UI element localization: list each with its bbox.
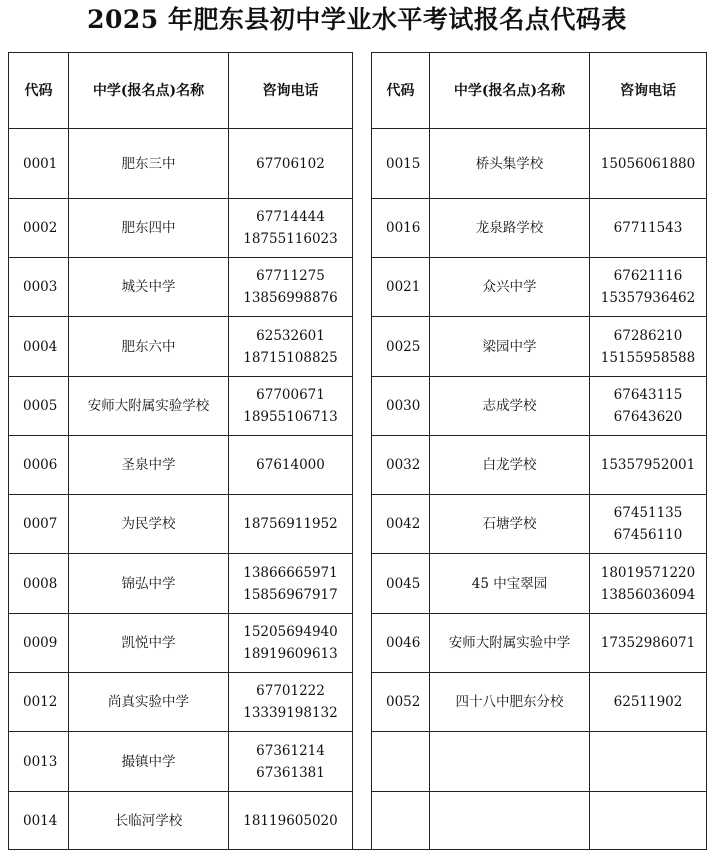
phone-number: 18119605020: [243, 812, 338, 829]
cell-school-name: 龙泉路学校: [430, 199, 590, 258]
cell-school-name: 锦弘中学: [69, 554, 229, 614]
cell-school-name: 凯悦中学: [69, 614, 229, 673]
cell-phone: [590, 436, 707, 495]
phone-number: 13856998876: [243, 290, 338, 306]
table-row: [372, 377, 707, 436]
phone-number: 67706102: [256, 155, 325, 172]
table-row: [372, 732, 707, 792]
left-code-table: [8, 52, 353, 850]
cell-code: 0021: [372, 258, 430, 317]
cell-school-name: 为民学校: [69, 495, 229, 554]
table-row: [372, 199, 707, 258]
right-code-table: [371, 52, 707, 850]
cell-phone: [590, 129, 707, 199]
table-row: [9, 673, 353, 732]
cell-phone: [229, 732, 353, 792]
table-row: [9, 436, 353, 495]
table-row: [372, 673, 707, 732]
cell-code: 0004: [9, 317, 69, 377]
header-name: 中学(报名点)名称: [430, 53, 590, 129]
cell-code: 0025: [372, 317, 430, 377]
phone-number: 17352986071: [600, 635, 696, 651]
cell-code: [372, 732, 430, 792]
table-row: [372, 792, 707, 850]
table-row: [372, 436, 707, 495]
cell-code: 0001: [9, 129, 69, 199]
cell-code: 0003: [9, 258, 69, 317]
table-row: [9, 199, 353, 258]
cell-phone: [229, 792, 353, 850]
table-row: [9, 614, 353, 673]
phone-number: 67361381: [256, 764, 325, 781]
header-row: [9, 53, 353, 129]
phone-number: 15205694940: [243, 624, 338, 640]
table-row: [372, 258, 707, 317]
table-row: [9, 258, 353, 317]
phone-number: 62511902: [613, 694, 683, 710]
cell-school-name: 肥东三中: [69, 129, 229, 199]
cell-school-name: 圣泉中学: [69, 436, 229, 495]
phone-number: 15155958588: [600, 349, 696, 366]
cell-school-name: 撮镇中学: [69, 732, 229, 792]
cell-phone: [590, 554, 707, 614]
cell-code: 0014: [9, 792, 69, 850]
cell-phone: [590, 495, 707, 554]
phone-number: 67701222: [256, 683, 325, 699]
cell-code: 0012: [9, 673, 69, 732]
phone-number: 67714444: [256, 209, 325, 225]
cell-phone: [229, 258, 353, 317]
cell-code: 0042: [372, 495, 430, 554]
cell-phone: [229, 317, 353, 377]
phone-number: 67621116: [613, 268, 683, 284]
phone-number: 13339198132: [243, 705, 338, 721]
phone-number: 15357936462: [600, 290, 696, 306]
phone-number: 13866665971: [243, 564, 338, 581]
cell-code: 0006: [9, 436, 69, 495]
phone-number: 67643115: [613, 387, 683, 403]
header-code: 代码: [372, 53, 430, 129]
table-row: [9, 129, 353, 199]
cell-phone: [590, 792, 707, 850]
cell-code: 0013: [9, 732, 69, 792]
cell-school-name: [430, 792, 590, 850]
cell-school-name: 桥头集学校: [430, 129, 590, 199]
table-row: [9, 317, 353, 377]
cell-school-name: 城关中学: [69, 258, 229, 317]
cell-phone: [229, 377, 353, 436]
table-row: [9, 792, 353, 850]
phone-number: 67643620: [613, 409, 683, 425]
phone-number: 18715108825: [243, 349, 338, 366]
phone-number: 67614000: [256, 457, 325, 473]
cell-school-name: 志成学校: [430, 377, 590, 436]
table-row: [9, 377, 353, 436]
phone-number: 67286210: [613, 327, 683, 344]
cell-school-name: [430, 732, 590, 792]
cell-phone: [590, 614, 707, 673]
cell-school-name: 安师大附属实验中学: [430, 614, 590, 673]
phone-number: 13856036094: [600, 586, 696, 603]
column-divider: [352, 52, 371, 850]
table-row: [9, 554, 353, 614]
cell-code: [372, 792, 430, 850]
phone-number: 18019571220: [600, 564, 696, 581]
cell-school-name: 45 中宝翠园: [430, 554, 590, 614]
table-row: [9, 732, 353, 792]
header-code: 代码: [9, 53, 69, 129]
header-name: 中学(报名点)名称: [69, 53, 229, 129]
cell-phone: [590, 377, 707, 436]
cell-phone: [229, 495, 353, 554]
cell-phone: [590, 199, 707, 258]
cell-phone: [590, 317, 707, 377]
table-row: [9, 495, 353, 554]
cell-code: 0046: [372, 614, 430, 673]
cell-phone: [229, 436, 353, 495]
cell-code: 0002: [9, 199, 69, 258]
table-row: [372, 495, 707, 554]
cell-code: 0009: [9, 614, 69, 673]
cell-phone: [229, 554, 353, 614]
table-row: [372, 554, 707, 614]
cell-code: 0005: [9, 377, 69, 436]
cell-phone: [229, 129, 353, 199]
phone-number: 18756911952: [243, 516, 338, 532]
cell-code: 0045: [372, 554, 430, 614]
cell-school-name: 石塘学校: [430, 495, 590, 554]
table-row: [372, 614, 707, 673]
phone-number: 18919609613: [243, 646, 338, 662]
cell-school-name: 众兴中学: [430, 258, 590, 317]
phone-number: 15856967917: [243, 586, 338, 603]
header-phone: 咨询电话: [590, 53, 707, 129]
table-row: [372, 317, 707, 377]
cell-code: 0030: [372, 377, 430, 436]
phone-number: 62532601: [256, 327, 325, 344]
cell-school-name: 肥东六中: [69, 317, 229, 377]
cell-phone: [229, 673, 353, 732]
phone-number: 67700671: [256, 387, 325, 403]
phone-number: 67361214: [256, 742, 325, 759]
cell-school-name: 梁园中学: [430, 317, 590, 377]
cell-code: 0032: [372, 436, 430, 495]
phone-number: 67456110: [613, 527, 683, 543]
phone-number: 18755116023: [243, 231, 338, 247]
cell-phone: [229, 614, 353, 673]
cell-phone: [229, 199, 353, 258]
header-row: [372, 53, 707, 129]
cell-phone: [590, 732, 707, 792]
cell-phone: [590, 673, 707, 732]
cell-school-name: 白龙学校: [430, 436, 590, 495]
phone-number: 15357952001: [600, 457, 696, 473]
cell-code: 0007: [9, 495, 69, 554]
phone-number: 67451135: [613, 505, 683, 521]
header-phone: 咨询电话: [229, 53, 353, 129]
phone-number: 67711543: [613, 220, 683, 236]
cell-school-name: 四十八中肥东分校: [430, 673, 590, 732]
cell-code: 0016: [372, 199, 430, 258]
phone-number: 67711275: [256, 268, 325, 284]
table-row: [372, 129, 707, 199]
table-bottom-border: [8, 849, 706, 850]
phone-number: 15056061880: [600, 155, 696, 172]
page-title: 2025 年肥东县初中学业水平考试报名点代码表: [87, 5, 627, 34]
cell-phone: [590, 258, 707, 317]
phone-number: 18955106713: [243, 409, 338, 425]
cell-school-name: 肥东四中: [69, 199, 229, 258]
cell-school-name: 尚真实验中学: [69, 673, 229, 732]
cell-code: 0008: [9, 554, 69, 614]
cell-code: 0015: [372, 129, 430, 199]
cell-code: 0052: [372, 673, 430, 732]
cell-school-name: 安师大附属实验学校: [69, 377, 229, 436]
cell-school-name: 长临河学校: [69, 792, 229, 850]
